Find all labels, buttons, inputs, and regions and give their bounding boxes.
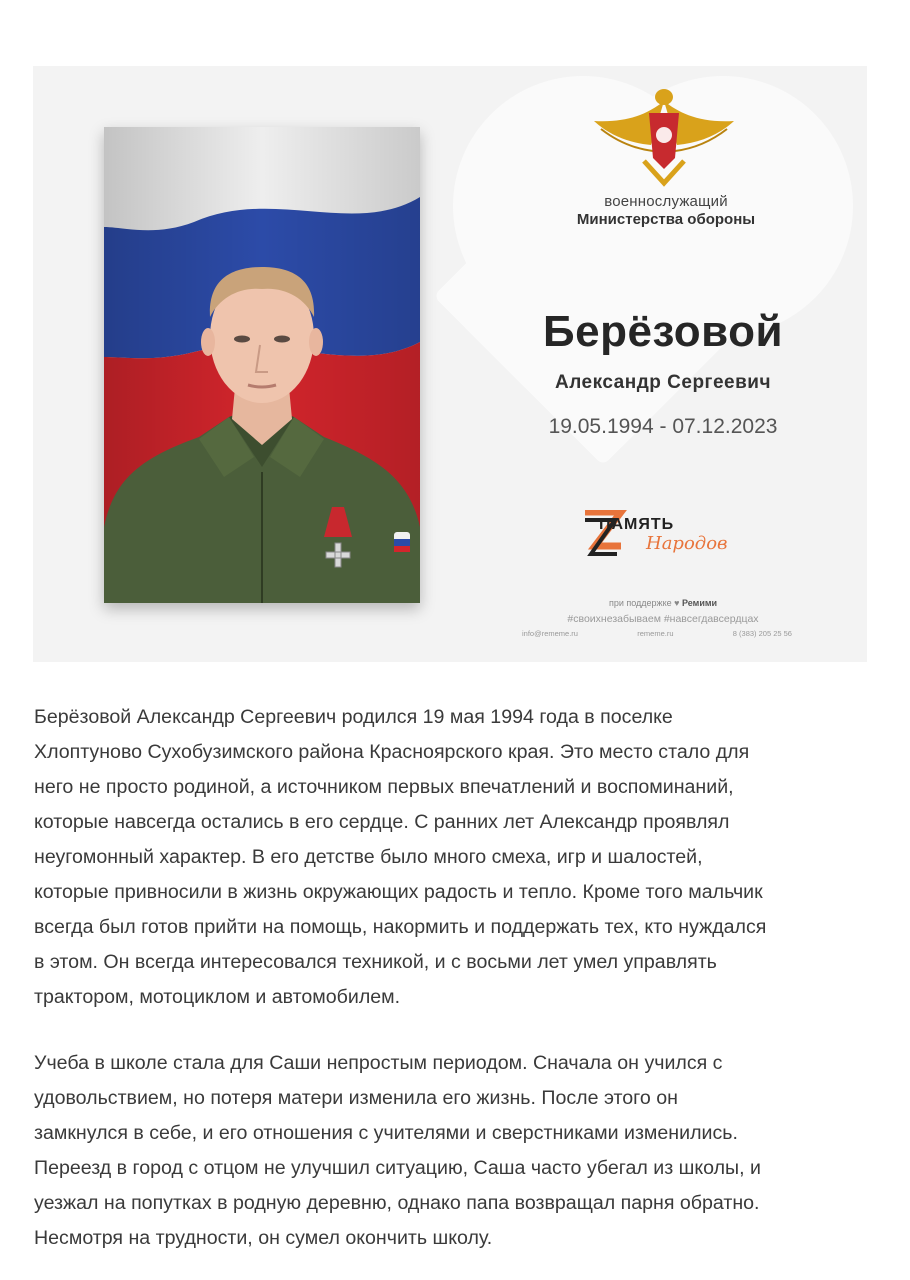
life-dates: 19.05.1994 - 07.12.2023 — [548, 415, 778, 438]
text-line: него не просто родиной, а источником первых впечатлений и воспоминаний, — [34, 776, 734, 798]
text-line: Несмотря на трудности, он сумел окончить школу. — [34, 1227, 493, 1249]
text-line: Учеба в школе стала для Саши непростым периодом. Сначала он учился с — [34, 1052, 723, 1074]
text-line: всегда был готов прийти на помощь, накормить и поддержать тех, кто нуждался — [34, 916, 767, 938]
support-line — [533, 598, 793, 608]
biography-paragraph-1 — [34, 700, 879, 1015]
surname: Берёзовой — [543, 307, 783, 356]
contact-email: info@rememe.ru — [522, 629, 578, 638]
org-line-1: военнослужащий — [604, 193, 728, 210]
text-line: Берёзовой Александр Сергеевич родился 19 мая 1994 года в поселке — [34, 706, 673, 728]
text-line: удовольствием, но потеря матери изменила его жизнь. После этого он — [34, 1087, 678, 1109]
soldier-portrait-photo — [104, 127, 420, 603]
org-line-2: Министерства обороны — [576, 211, 756, 228]
memorial-card — [33, 66, 867, 662]
contact-phone: 8 (383) 205 25 56 — [732, 629, 792, 638]
given-names: Александр Сергеевич — [555, 372, 771, 393]
support-brand: Ремими — [682, 598, 718, 608]
text-line: которые привносили в жизнь окружающих радость и тепло. Кроме того мальчик — [34, 881, 763, 903]
heart-icon: ♥ — [674, 598, 680, 608]
logo-word-2: Народов — [646, 533, 728, 554]
ministry-of-defence-emblem — [589, 83, 739, 187]
text-line: Хлоптуново Сухобузимского района Красноярского края. Это место стало для — [34, 741, 750, 763]
text-line: в этом. Он всегда интересовался техникой, и с восьми лет умел управлять — [34, 951, 717, 973]
text-line: которые навсегда остались в его сердце. С ранних лет Александр проявлял — [34, 811, 730, 833]
text-line: Переезд в город с отцом не улучшил ситуацию, Саша часто убегал из школы, и — [34, 1157, 761, 1179]
support-label: при поддержке — [608, 598, 672, 608]
text-line: трактором, мотоциклом и автомобилем. — [34, 986, 401, 1008]
logo-word-1: ПАМЯТЬ — [599, 516, 675, 533]
hashtags: #своихнезабываем #навсегдавсердцах — [567, 613, 759, 625]
text-line: уезжал на попутках в родную деревню, однако папа возвращал парня обратно. — [34, 1192, 760, 1214]
contacts-row — [522, 629, 792, 638]
biography-paragraph-2 — [34, 1046, 879, 1256]
text-line: неугомонный характер. В его детстве было много смеха, игр и шалостей, — [34, 846, 703, 868]
contact-site: rememe.ru — [637, 629, 674, 638]
text-line: замкнулся в себе, и его отношения с учителями и сверстниками изменились. — [34, 1122, 738, 1144]
